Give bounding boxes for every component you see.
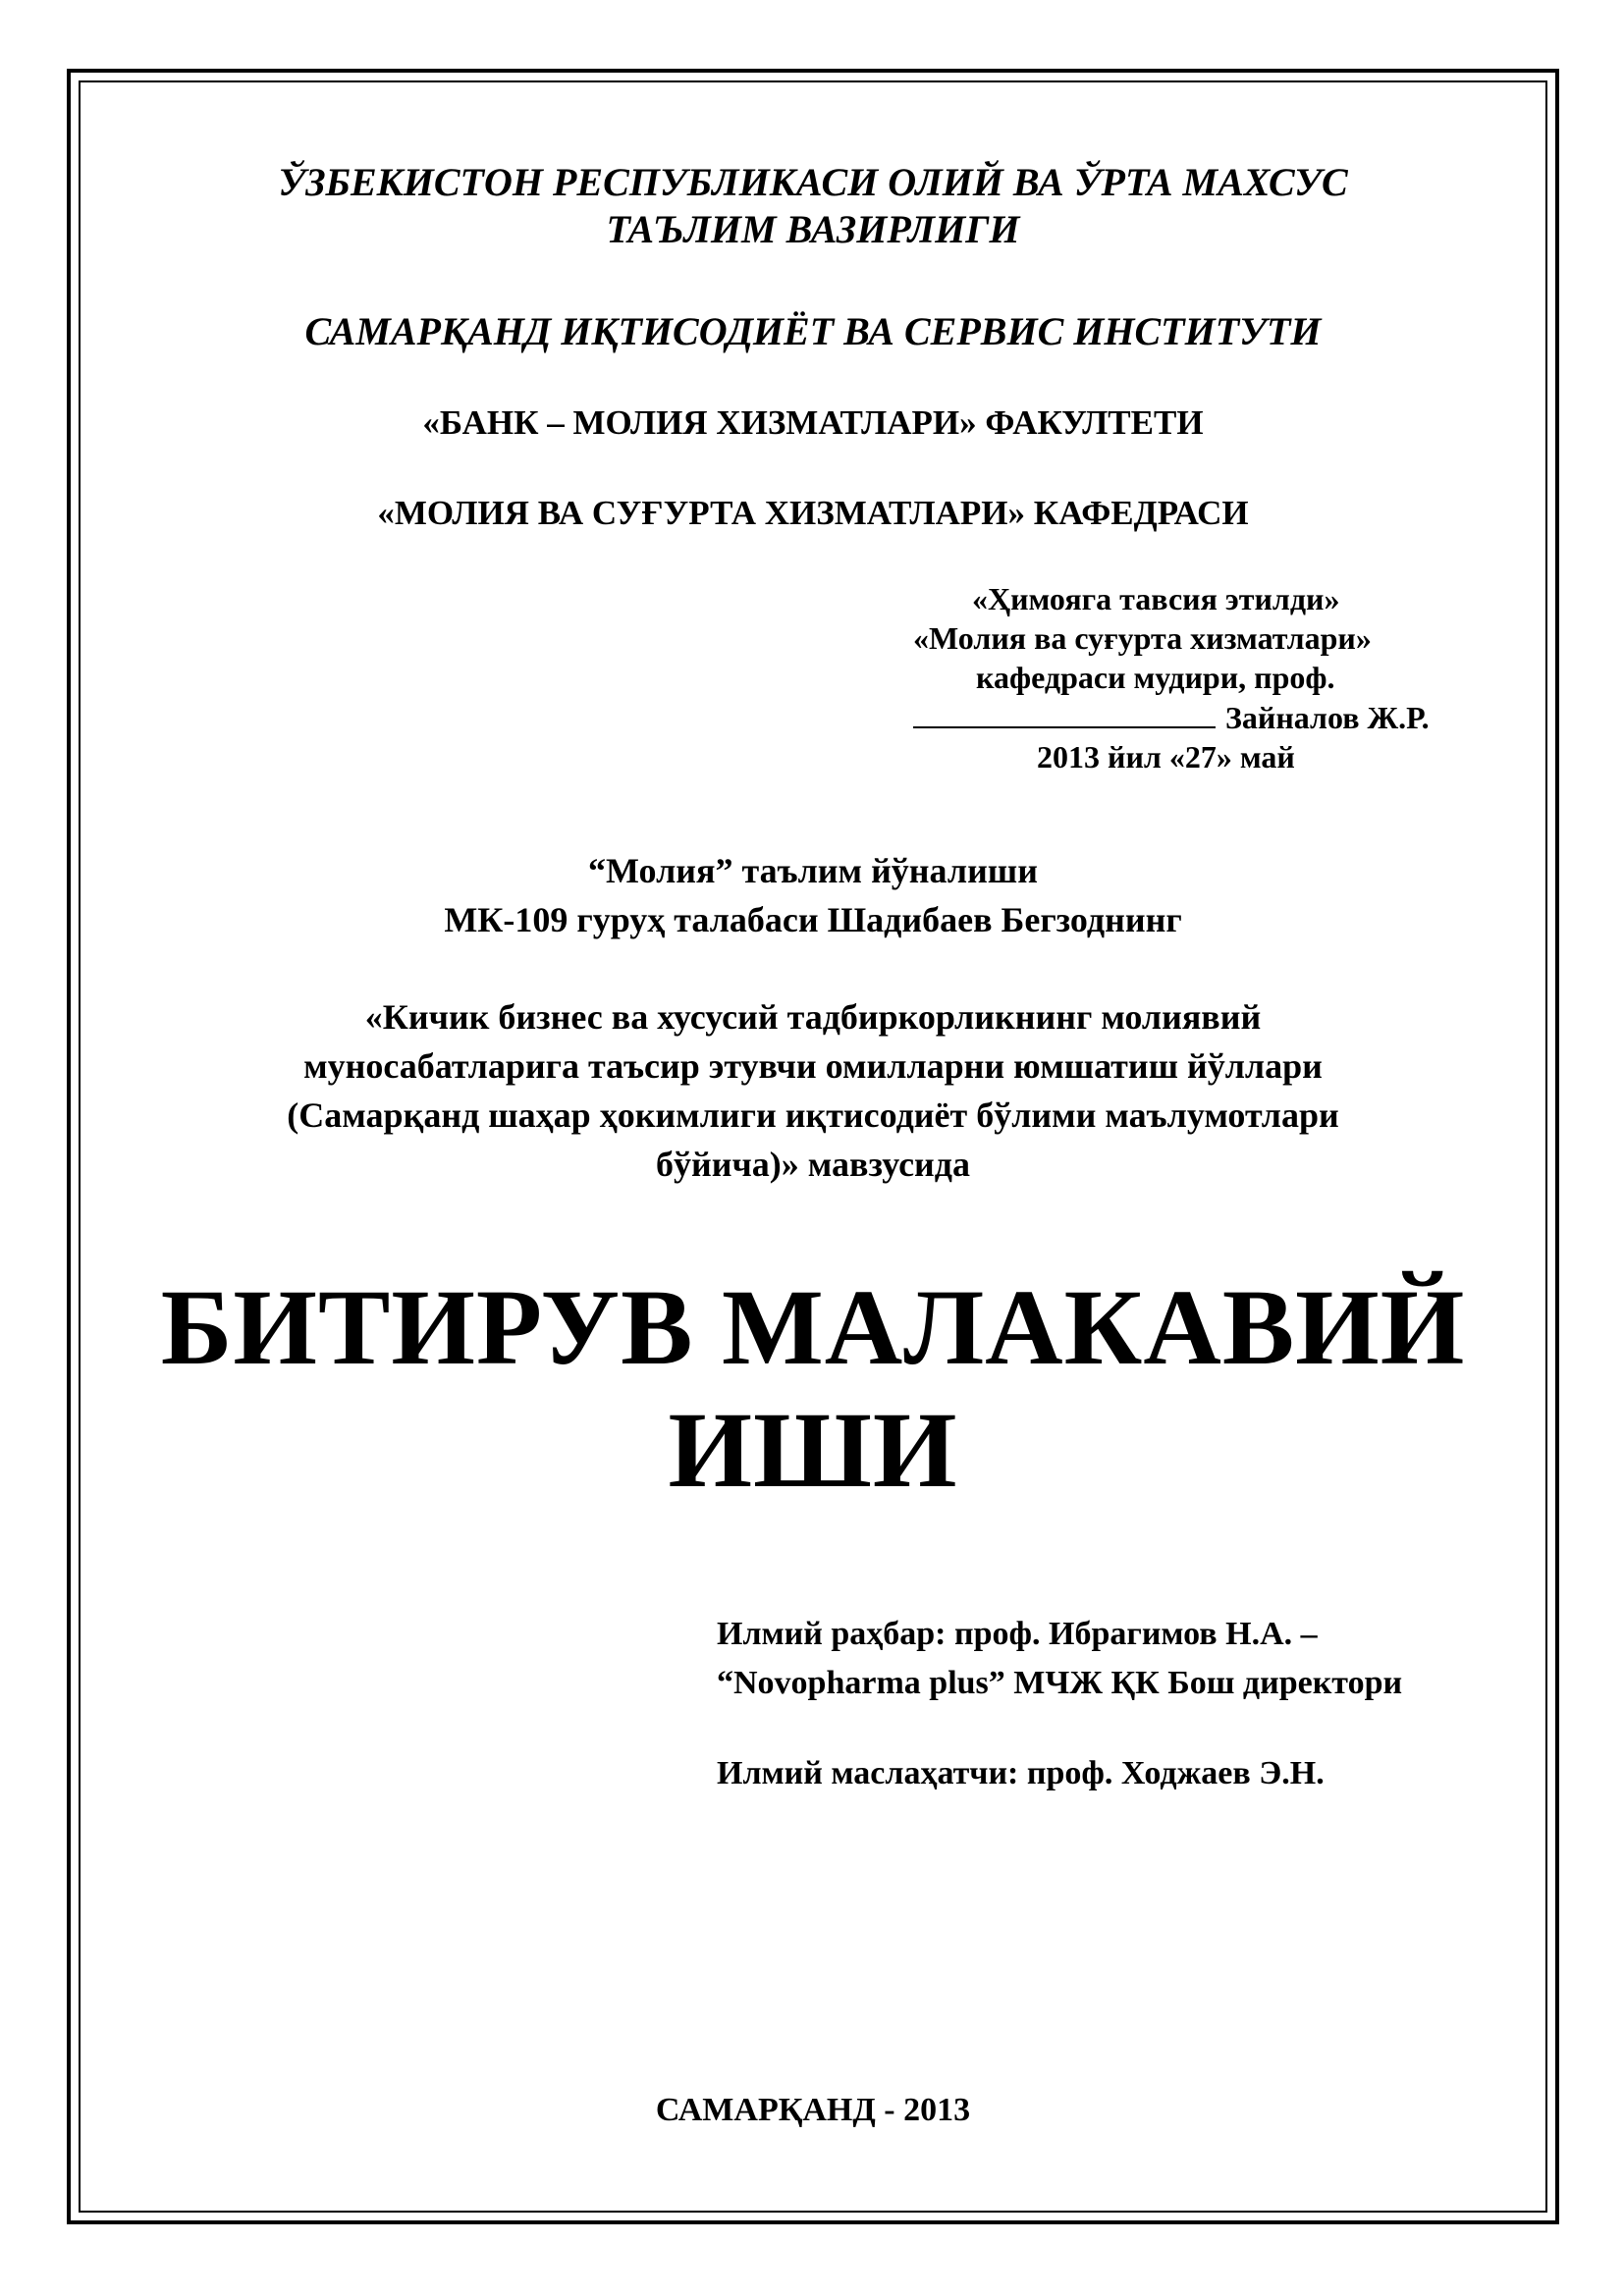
faculty-name: «БАНК – МОЛИЯ ХИЗМАТЛАРИ» ФАКУЛТЕТИ bbox=[422, 403, 1204, 442]
title-line-2: ИШИ bbox=[668, 1390, 958, 1510]
topic-line-2: муносабатларига таъсир этувчи омилларни юмшатиш йўллари bbox=[303, 1046, 1323, 1086]
ministry-line-2: ТАЪЛИМ ВАЗИРЛИГИ bbox=[606, 207, 1020, 251]
thesis-topic bbox=[88, 992, 1538, 1189]
topic-line-3: (Самарқанд шаҳар ҳокимлиги иқтисодиёт бўлими маълумотлари bbox=[287, 1095, 1339, 1135]
approval-line-2: «Молия ва суғурта хизматлари» bbox=[913, 620, 1372, 656]
ministry-heading bbox=[88, 159, 1538, 253]
supervisor-line-1: Илмий раҳбар: проф. Ибрагимов Н.А. – bbox=[717, 1616, 1318, 1652]
approval-line-3: кафедраси мудири, проф. bbox=[976, 660, 1335, 695]
approval-line-1: «Ҳимояга тавсия этилди» bbox=[972, 581, 1340, 616]
approval-date: 2013 йил «27» май bbox=[1037, 739, 1295, 774]
approval-signature-line bbox=[844, 697, 1624, 737]
supervisor-line-2: “Novopharma plus” МЧЖ ҚК Бош директори bbox=[717, 1665, 1403, 1701]
document-title bbox=[88, 1266, 1538, 1512]
advisors-block bbox=[717, 1610, 1581, 1798]
consultant: Илмий маслаҳатчи: проф. Ходжаев Э.Н. bbox=[717, 1755, 1325, 1791]
department-head-name: Зайналов Ж.Р. bbox=[1225, 700, 1430, 735]
department-name: «МОЛИЯ ВА СУҒУРТА ХИЗМАТЛАРИ» КАФЕДРАСИ bbox=[377, 494, 1249, 532]
ministry-line-1: ЎЗБЕКИСТОН РЕСПУБЛИКАСИ ОЛИЙ ВА ЎРТА МАХСУС bbox=[278, 160, 1348, 204]
student-info bbox=[88, 846, 1538, 944]
topic-line-4: бўйича)» мавзусида bbox=[655, 1145, 971, 1184]
study-direction: “Молия” таълим йўналиши bbox=[588, 851, 1038, 890]
topic-line-1: «Кичик бизнес ва хусусий тадбиркорликнинг молиявий bbox=[364, 997, 1262, 1037]
student-name: МК-109 гуруҳ талабаси Шадибаев Бегзоднинг bbox=[444, 900, 1182, 939]
institute-name: САМАРҚАНД ИҚТИСОДИЁТ ВА СЕРВИС ИНСТИТУТИ bbox=[304, 309, 1322, 353]
advisors-spacer bbox=[717, 1708, 1581, 1749]
city-year: САМАРҚАНД - 2013 bbox=[655, 2092, 971, 2128]
signature-blank bbox=[913, 697, 1216, 728]
title-line-1: БИТИРУВ МАЛАКАВИЙ bbox=[160, 1267, 1466, 1387]
approval-block bbox=[844, 579, 1624, 776]
